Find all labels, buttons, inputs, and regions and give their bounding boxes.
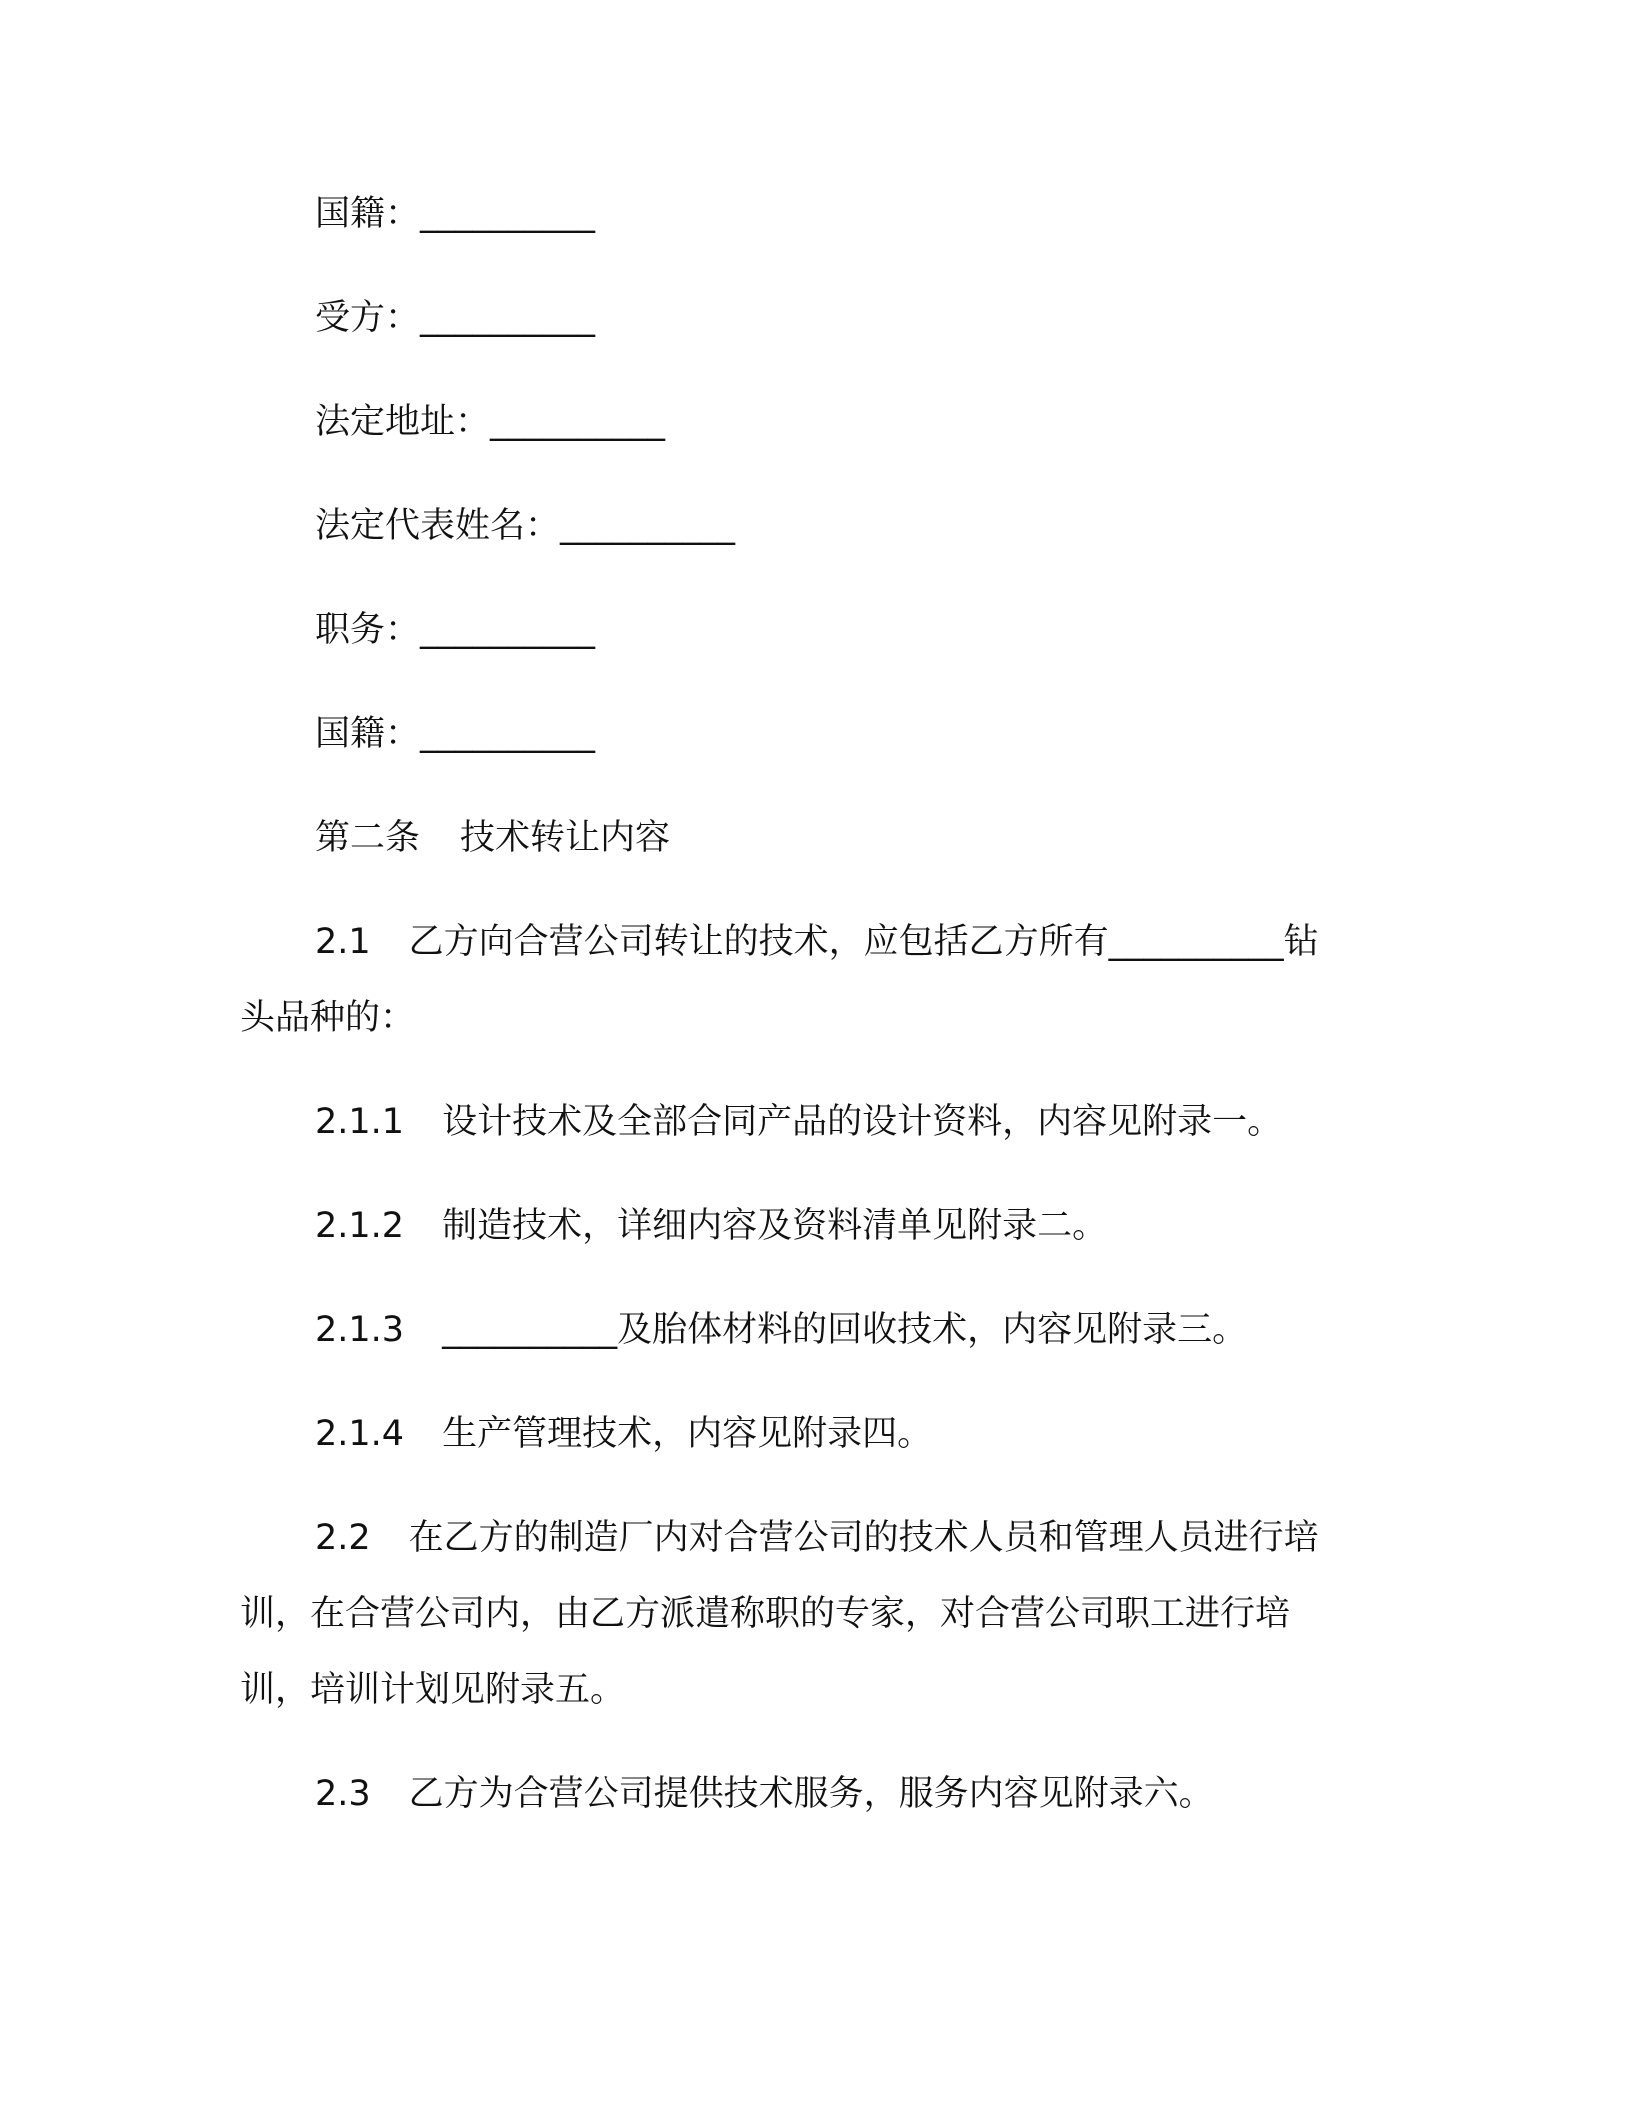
article-heading — [315, 814, 670, 862]
clause-text: 乙方向合营公司转让的技术，应包括乙方所有__________钻 — [408, 922, 1319, 962]
article-number: 第二条 — [315, 818, 421, 858]
clause-2-2-line2: 训，在合营公司内，由乙方派遣称职的专家，对合营公司职工进行培 — [240, 1594, 1291, 1634]
clause-number: 2.2 — [315, 1518, 371, 1558]
clause-number: 2.3 — [315, 1774, 371, 1814]
field-legal-representative: 法定代表姓名：__________ — [315, 506, 736, 546]
field-position: 职务：__________ — [315, 610, 596, 650]
field-recipient: 受方：__________ — [315, 298, 596, 338]
field-nationality-1: 国籍：__________ — [315, 194, 596, 234]
clause-number: 2.1.1 — [315, 1102, 405, 1142]
clause-text: 在乙方的制造厂内对合营公司的技术人员和管理人员进行培 — [408, 1518, 1319, 1558]
clause-number: 2.1.4 — [315, 1414, 405, 1454]
clause-2-1-4 — [315, 1410, 932, 1458]
clause-2-1-3 — [315, 1306, 1247, 1354]
article-title: 技术转让内容 — [460, 818, 671, 858]
clause-2-2-line3: 训，培训计划见附录五。 — [240, 1670, 626, 1710]
clause-number: 2.1.2 — [315, 1206, 405, 1246]
clause-text: __________及胎体材料的回收技术，内容见附录三。 — [442, 1310, 1248, 1350]
clause-2-1-2 — [315, 1202, 1107, 1250]
clause-2-3 — [315, 1770, 1214, 1818]
clause-2-1-line2: 头品种的： — [240, 998, 416, 1038]
field-nationality-2: 国籍：__________ — [315, 714, 596, 754]
clause-text: 制造技术，详细内容及资料清单见附录二。 — [442, 1206, 1108, 1246]
field-legal-address: 法定地址：__________ — [315, 402, 666, 442]
clause-2-2-line1 — [315, 1514, 1319, 1562]
clause-text: 生产管理技术，内容见附录四。 — [442, 1414, 933, 1454]
clause-text: 乙方为合营公司提供技术服务，服务内容见附录六。 — [408, 1774, 1214, 1814]
clause-number: 2.1 — [315, 922, 371, 962]
clause-2-1-1 — [315, 1098, 1282, 1146]
clause-text: 设计技术及全部合同产品的设计资料，内容见附录一。 — [442, 1102, 1283, 1142]
clause-2-1-line1 — [315, 918, 1319, 966]
clause-number: 2.1.3 — [315, 1310, 405, 1350]
